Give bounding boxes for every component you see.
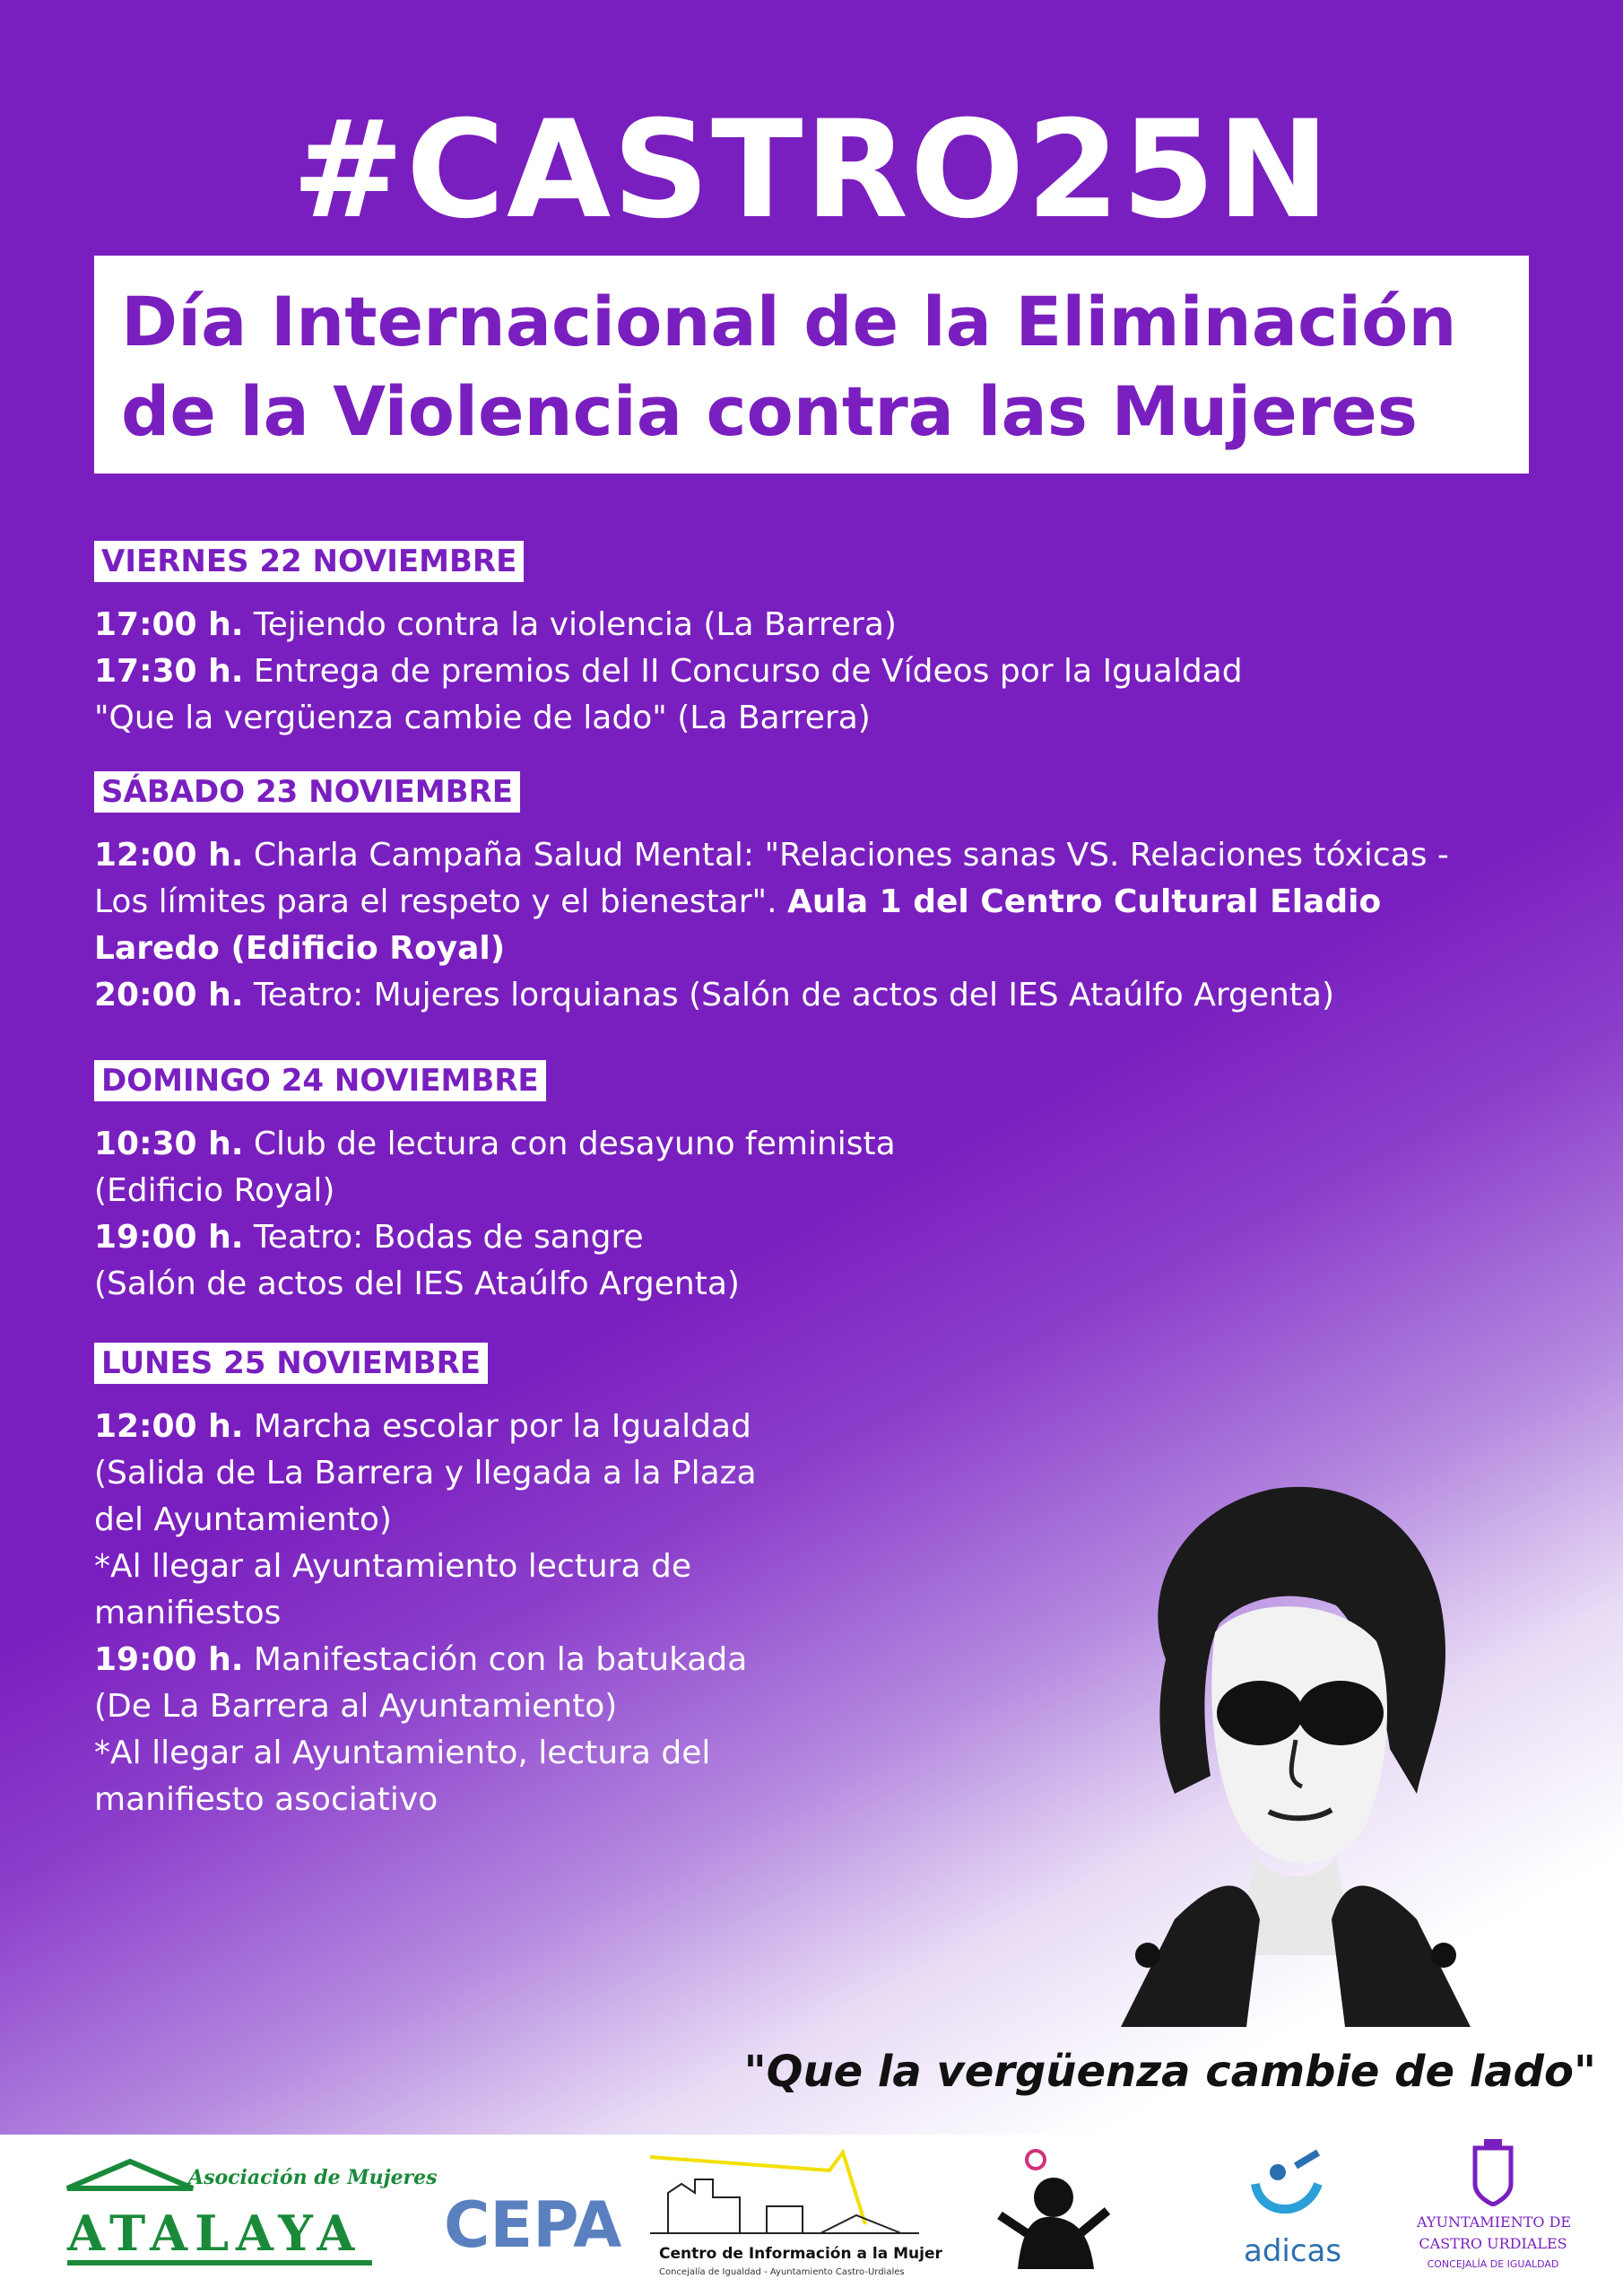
event-line — [94, 1261, 896, 1308]
event-time: 10:30 h. — [94, 1126, 244, 1162]
event-text: (De La Barrera al Ayuntamiento) — [94, 1688, 618, 1725]
event-line — [94, 1404, 757, 1450]
event-time: 12:00 h. — [94, 837, 244, 874]
day-badge: LUNES 25 NOVIEMBRE — [94, 1343, 488, 1384]
event-line — [94, 1168, 896, 1214]
closing-quote: "Que la vergüenza cambie de lado" — [743, 2047, 1596, 2097]
event-line — [94, 1121, 896, 1168]
event-line — [94, 1544, 757, 1590]
event-time: 19:00 h. — [94, 1641, 244, 1678]
event-list — [94, 602, 1243, 742]
event-line — [94, 1777, 757, 1823]
event-time: 12:00 h. — [94, 1408, 244, 1445]
portrait-illustration — [1067, 1453, 1515, 2027]
coat-of-arms-icon — [1417, 2135, 1569, 2206]
event-text: *Al llegar al Ayuntamiento lectura de — [94, 1548, 691, 1585]
event-text: manifiestos — [94, 1595, 282, 1631]
subtitle-line-1: Día Internacional de la Eliminación — [121, 282, 1457, 361]
event-line — [94, 648, 1243, 695]
adicas-text: adicas — [1244, 2233, 1342, 2269]
logo-centro-informacion-mujer — [650, 2135, 942, 2296]
event-list — [94, 1121, 896, 1308]
event-line — [94, 1497, 757, 1544]
event-line — [94, 1214, 896, 1261]
event-line — [94, 972, 1449, 1019]
event-time: 17:00 h. — [94, 606, 244, 643]
ayto-line-1: AYUNTAMIENTO DE — [1417, 2213, 1572, 2231]
day-friday — [94, 541, 1243, 742]
event-line — [94, 1450, 757, 1497]
atalaya-name: ATALAYA — [67, 2205, 362, 2262]
subtitle-line-2: de la Violencia contra las Mujeres — [121, 371, 1419, 451]
event-text: Marcha escolar por la Igualdad — [243, 1408, 751, 1445]
atalaya-tagline: Asociación de Mujeres — [188, 2166, 438, 2189]
event-text: Tejiendo contra la violencia (La Barrera) — [243, 606, 897, 643]
event-line — [94, 879, 1449, 926]
day-saturday — [94, 771, 1449, 1019]
event-text: Club de lectura con desayuno feminista — [243, 1126, 896, 1162]
cim-subtitle: Concejalía de Igualdad - Ayuntamiento Castro-Urdiales — [659, 2267, 905, 2277]
event-line — [94, 695, 1243, 742]
logo-cepa — [444, 2135, 622, 2296]
subtitle-box — [94, 256, 1529, 474]
event-text: Teatro: Mujeres lorquianas (Salón de actos del IES Ataúlfo Argenta) — [243, 977, 1335, 1013]
day-monday — [94, 1343, 757, 1823]
event-line — [94, 1730, 757, 1777]
poster-title: #CASTRO25N — [291, 92, 1332, 248]
logo-atalaya — [58, 2135, 438, 2296]
ayto-line-3: CONCEJALÍA DE IGUALDAD — [1427, 2258, 1559, 2270]
event-location: Laredo (Edificio Royal) — [94, 930, 506, 967]
event-text: "Que la vergüenza cambie de lado" (La Barrera) — [94, 700, 871, 736]
event-time: 20:00 h. — [94, 977, 244, 1013]
event-list — [94, 832, 1449, 1019]
event-text: *Al llegar al Ayuntamiento, lectura del — [94, 1735, 711, 1771]
day-badge: SÁBADO 23 NOVIEMBRE — [94, 771, 520, 813]
event-text: manifiesto asociativo — [94, 1781, 438, 1818]
event-time: 17:30 h. — [94, 653, 244, 690]
event-text: del Ayuntamiento) — [94, 1501, 392, 1538]
event-line — [94, 1683, 757, 1730]
day-badge: VIERNES 22 NOVIEMBRE — [94, 541, 524, 582]
event-time: 19:00 h. — [94, 1219, 244, 1256]
logo-adicas — [1233, 2135, 1341, 2296]
event-list — [94, 1404, 757, 1823]
event-line — [94, 1590, 757, 1637]
cepa-text: CEPA — [444, 2188, 622, 2262]
event-text: Charla Campaña Salud Mental: "Relaciones sanas VS. Relaciones tóxicas - — [243, 837, 1449, 874]
ayto-line-2: CASTRO URDIALES — [1419, 2235, 1567, 2252]
event-location: Aula 1 del Centro Cultural Eladio — [786, 883, 1382, 920]
cim-title: Centro de Información a la Mujer — [659, 2245, 942, 2263]
event-line — [94, 832, 1449, 879]
event-text: (Salón de actos del IES Ataúlfo Argenta) — [94, 1265, 740, 1302]
event-text: Teatro: Bodas de sangre — [243, 1219, 644, 1256]
logo-ayuntamiento — [1417, 2135, 1572, 2296]
event-line — [94, 926, 1449, 972]
day-badge: DOMINGO 24 NOVIEMBRE — [94, 1060, 546, 1101]
castle-skyline-icon — [650, 2144, 919, 2242]
sponsor-logo-bar — [0, 2135, 1623, 2296]
adicas-swoosh-icon — [1233, 2135, 1341, 2233]
event-text: Manifestación con la batukada — [243, 1641, 748, 1678]
silhouette-woman-icon — [982, 2135, 1125, 2296]
event-text: Entrega de premios del II Concurso de Vídeos por la Igualdad — [243, 653, 1243, 690]
event-text: Los límites para el respeto y el bienestar". — [94, 883, 787, 920]
logo-las-sinsombrero — [982, 2135, 1125, 2296]
event-line — [94, 602, 1243, 648]
event-text: (Salida de La Barrera y llegada a la Plaza — [94, 1455, 757, 1492]
day-sunday — [94, 1060, 896, 1308]
event-line — [94, 1637, 757, 1683]
event-text: (Edificio Royal) — [94, 1172, 335, 1209]
